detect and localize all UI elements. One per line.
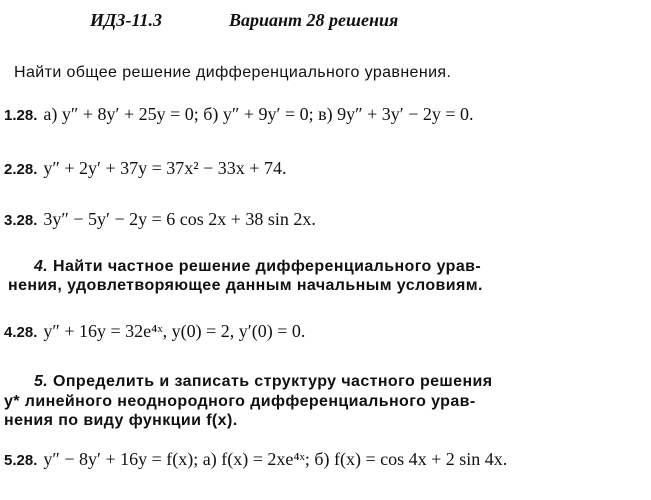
section4-number: 4. [34, 258, 49, 275]
header-id: ИДЗ-11.3 [90, 10, 162, 30]
problem-2 [4, 158, 286, 179]
problem-text: y″ + 16y = 32e⁴ˣ, y(0) = 2, y′(0) = 0. [43, 321, 306, 341]
problem-text: y″ − 8y′ + 16y = f(x); а) f(x) = 2xe⁴ˣ; б) f(x) = cos 4x + 2 sin 4x. [43, 449, 508, 469]
problem-3 [4, 209, 316, 230]
problem-number: 3.28. [4, 212, 38, 229]
problem-number: 5.28. [4, 452, 38, 469]
section4-line2: нения, удовлетворяющее данным начальным условиям. [8, 277, 483, 294]
problem-text: 3y″ − 5y′ − 2y = 6 cos 2x + 38 sin 2x. [43, 209, 316, 229]
section4-line1 [34, 258, 481, 276]
problem-text: y″ + 2y′ + 37y = 37x² − 33x + 74. [43, 158, 287, 178]
section4-text: Найти частное решение дифференциального урав- [53, 258, 482, 275]
section5-text: Определить и записать структуру частного решения [53, 373, 493, 390]
problem-number: 2.28. [4, 161, 38, 178]
section5-line1 [34, 373, 493, 391]
problem-4 [4, 321, 305, 342]
problem-number: 1.28. [4, 107, 38, 124]
section5-number: 5. [34, 373, 49, 390]
section5-line3: нения по виду функции f(x). [4, 412, 238, 429]
problem-number: 4.28. [4, 324, 38, 341]
problem-1 [4, 104, 474, 125]
section5-line2: y* линейного неоднородного дифференциального урав- [4, 393, 476, 410]
problem-5 [4, 449, 507, 470]
section1-instruction: Найти общее решение дифференциального уравнения. [14, 64, 452, 81]
header-variant: Вариант 28 решения [229, 10, 399, 30]
problem-text: а) y″ + 8y′ + 25y = 0; б) y″ + 9y′ = 0; в) 9y″ + 3y′ − 2y = 0. [43, 104, 474, 124]
